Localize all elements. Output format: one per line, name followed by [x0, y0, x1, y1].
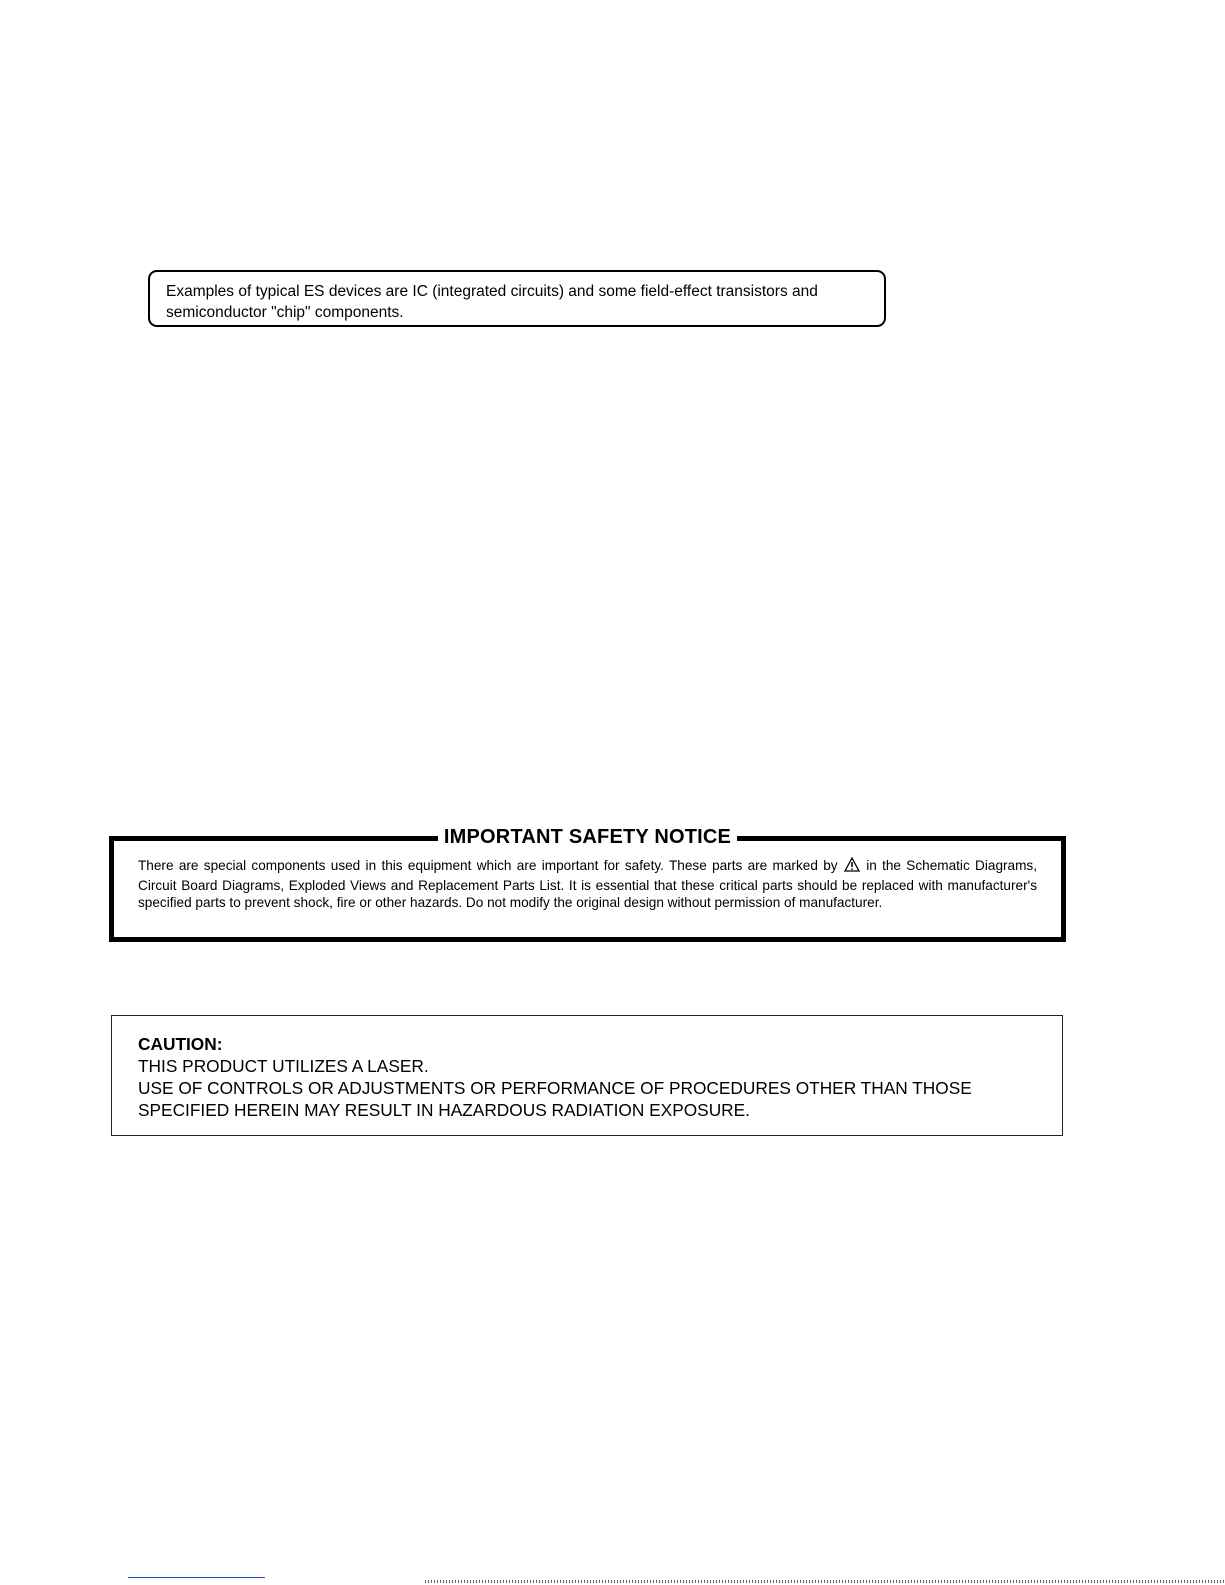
important-safety-notice	[109, 826, 1066, 942]
footer-link-underline[interactable]	[128, 1577, 265, 1578]
safety-text-part-2: in the Schematic Diagrams, Circuit Board Diagrams, Exploded Views and Replacement Parts List. It is essential that these critical parts should be replaced with manufacturer's specified parts to prevent shock, fire or other hazards. Do not modify the original design without permission of manufacturer.	[138, 858, 1037, 910]
safety-notice-text	[138, 857, 1037, 912]
laser-caution-box	[111, 1015, 1063, 1136]
es-devices-box	[148, 270, 886, 327]
safety-text-part-1: There are special components used in this equipment which are important for safety. These parts are marked by	[138, 858, 838, 873]
caution-line-1: THIS PRODUCT UTILIZES A LASER.	[138, 1056, 429, 1076]
es-devices-text: Examples of typical ES devices are IC (integrated circuits) and some field-effect transistors and semiconductor "chip" components.	[166, 283, 818, 321]
caution-title: CAUTION:	[138, 1034, 223, 1054]
footer-dotted-rule	[425, 1580, 1225, 1583]
caution-line-2: USE OF CONTROLS OR ADJUSTMENTS OR PERFORMANCE OF PROCEDURES OTHER THAN THOSE SPECIFIED HEREIN MAY RESULT IN HAZARDOUS RADIATION EXPOSURE.	[138, 1078, 972, 1120]
warning-triangle-icon	[844, 857, 860, 877]
safety-notice-title: IMPORTANT SAFETY NOTICE	[438, 827, 737, 847]
